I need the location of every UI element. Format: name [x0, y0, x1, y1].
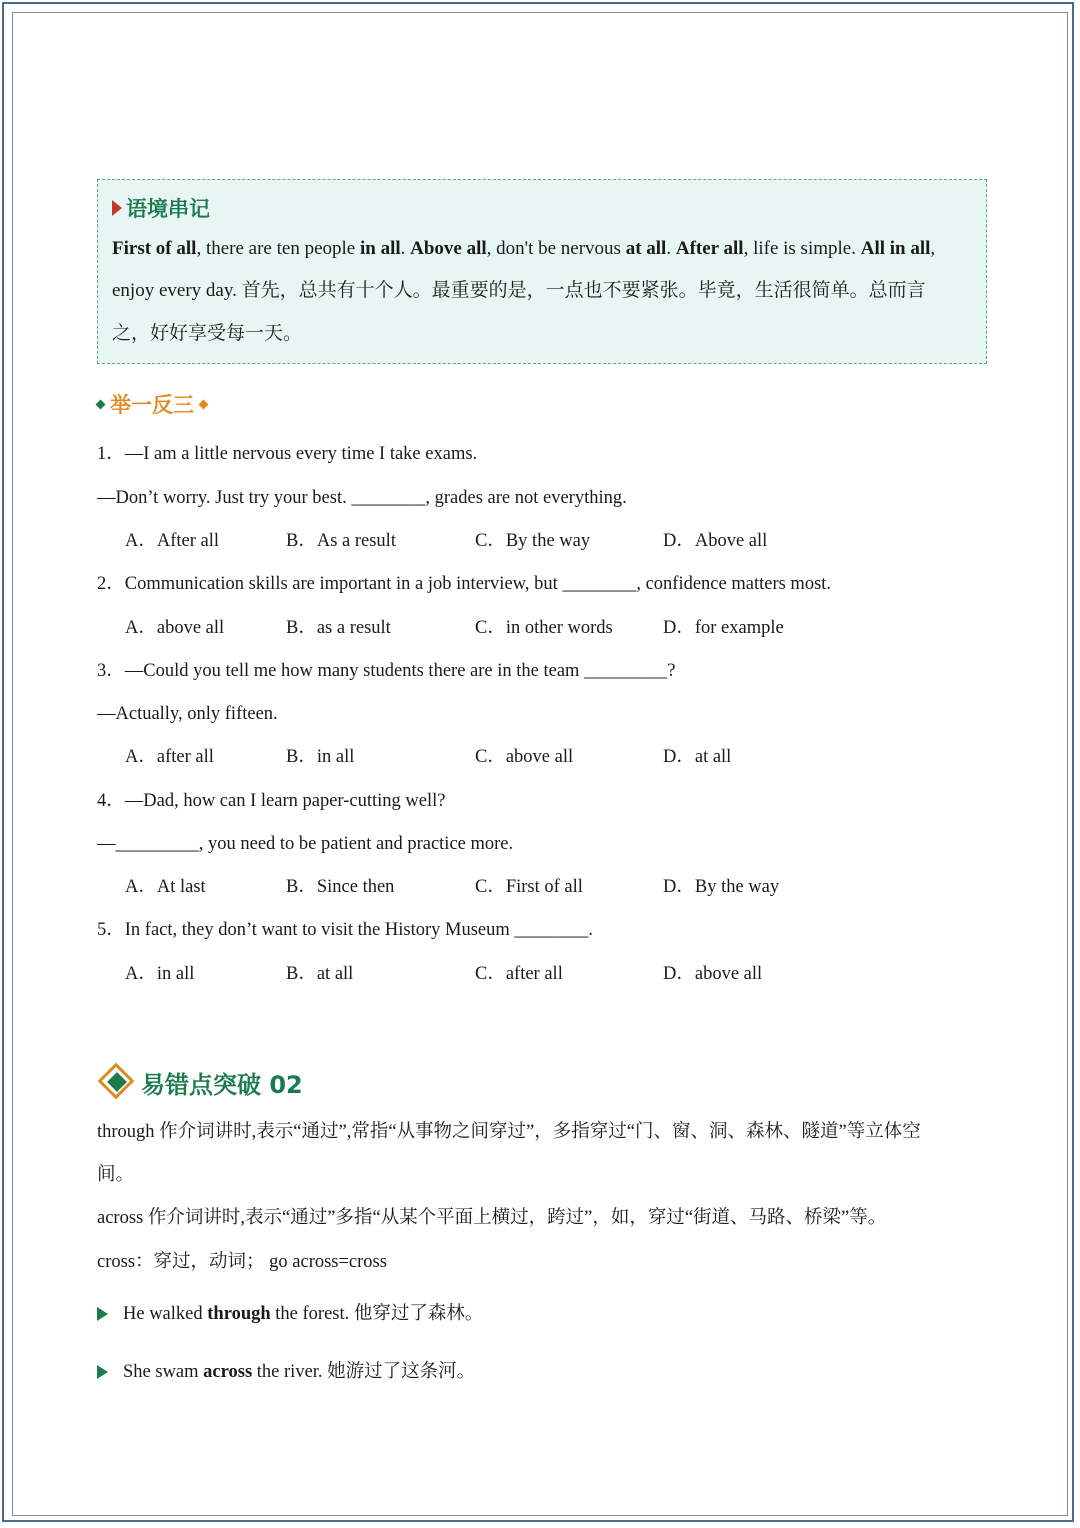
- question-4-option-c[interactable]: C．First of all: [475, 877, 583, 897]
- question-3-option-b[interactable]: B．in all: [286, 747, 355, 767]
- context-run-bold-phrase: All in all: [860, 238, 931, 259]
- context-sentence-line-1: [112, 236, 935, 262]
- red-arrow-icon: [112, 200, 122, 216]
- question-3-prompt: 3．—Could you tell me how many students there are in the team _________?: [97, 661, 676, 681]
- question-4-prompt: 4．—Dad, how can I learn paper-cutting well?: [97, 791, 446, 811]
- context-run-bold-phrase: After all: [675, 238, 744, 259]
- context-run-bold-phrase: Above all: [410, 238, 487, 259]
- context-run-bold-phrase: in all: [359, 238, 401, 259]
- context-run-bold-phrase: at all: [625, 238, 667, 259]
- question-5-prompt: 5．In fact, they don’t want to visit the History Museum ________.: [97, 920, 594, 940]
- example-through-run-bold-phrase: through: [207, 1304, 271, 1324]
- cross-explanation: cross：穿过，动词； go across=cross: [97, 1252, 387, 1272]
- question-4-option-a[interactable]: A．At last: [125, 877, 206, 897]
- context-memory-box: [97, 179, 987, 364]
- context-run-text: ,: [930, 238, 936, 259]
- question-2-option-c[interactable]: C．in other words: [475, 618, 613, 638]
- question-2-prompt: 2．Communication skills are important in a job interview, but ________, confidence matters most.: [97, 574, 832, 594]
- example-across-run-text: the river. 她游过了这条河。: [252, 1362, 476, 1382]
- example-across-run-text: She swam: [123, 1362, 204, 1382]
- error-point-heading: [97, 1063, 303, 1101]
- example-across-run-bold-phrase: across: [203, 1362, 253, 1382]
- question-2-option-a[interactable]: A．above all: [125, 618, 225, 638]
- error-point-title: 易错点突破 02: [141, 1070, 303, 1099]
- question-2-option-b[interactable]: B．as a result: [286, 618, 391, 638]
- example-through-run-text: He walked: [123, 1304, 208, 1324]
- context-run-text: .: [400, 238, 411, 259]
- across-explanation: across 作介词讲时,表示“通过”多指“从某个平面上横过，跨过”，如，穿过“街道、马路、桥梁”等。: [97, 1208, 887, 1228]
- example-through: [97, 1301, 483, 1327]
- question-1-prompt: 1．—I am a little nervous every time I take exams.: [97, 444, 478, 464]
- question-1-reply: —Don’t worry. Just try your best. ________, grades are not everything.: [97, 488, 627, 508]
- diamond-icon: [199, 399, 209, 409]
- practice-heading: [97, 390, 207, 418]
- green-arrow-icon: [97, 1365, 108, 1379]
- question-3-option-a[interactable]: A．after all: [125, 747, 214, 767]
- question-4-option-b[interactable]: B．Since then: [286, 877, 395, 897]
- context-run-text: , don't be nervous: [486, 238, 626, 259]
- question-5-option-c[interactable]: C．after all: [475, 964, 563, 984]
- context-run-text: , there are ten people: [196, 238, 360, 259]
- example-across-text: [123, 1359, 475, 1385]
- question-1-option-c[interactable]: C．By the way: [475, 531, 591, 551]
- question-1-option-a[interactable]: A．After all: [125, 531, 220, 551]
- through-explanation-line-2: 间。: [97, 1165, 135, 1185]
- diamond-icon: [96, 399, 106, 409]
- question-5-option-a[interactable]: A．in all: [125, 964, 195, 984]
- question-3-reply: —Actually, only fifteen.: [97, 704, 278, 724]
- question-2-option-d[interactable]: D．for example: [663, 618, 784, 638]
- through-explanation-line-1: through 作介词讲时,表示“通过”,常指“从事物之间穿过”，多指穿过“门、窗、洞、森林、隧道”等立体空: [97, 1122, 921, 1142]
- example-through-run-text: the forest. 他穿过了森林。: [270, 1304, 484, 1324]
- context-run-text: , life is simple.: [743, 238, 861, 259]
- nested-diamond-icon: [97, 1063, 139, 1101]
- question-4-option-d[interactable]: D．By the way: [663, 877, 780, 897]
- example-across: [97, 1359, 475, 1385]
- question-5-option-b[interactable]: B．at all: [286, 964, 354, 984]
- question-4-reply: —_________, you need to be patient and practice more.: [97, 834, 514, 854]
- question-5-option-d[interactable]: D．above all: [663, 964, 763, 984]
- context-run-bold-phrase: First of all: [112, 238, 197, 259]
- practice-title: 举一反三: [110, 393, 194, 417]
- context-sentence-line-3: 之，好好享受每一天。: [112, 323, 303, 344]
- context-run-text: .: [666, 238, 676, 259]
- green-arrow-icon: [97, 1307, 108, 1321]
- context-sentence-line-2: enjoy every day. 首先，总共有十个人。最重要的是，一点也不要紧张。毕竟，生活很简单。总而言: [112, 280, 926, 301]
- context-box-title: 语境串记: [126, 197, 210, 221]
- question-3-option-d[interactable]: D．at all: [663, 747, 732, 767]
- question-1-option-d[interactable]: D．Above all: [663, 531, 768, 551]
- example-through-text: [123, 1301, 483, 1327]
- context-box-heading: [112, 194, 210, 222]
- question-3-option-c[interactable]: C．above all: [475, 747, 574, 767]
- question-1-option-b[interactable]: B．As a result: [286, 531, 396, 551]
